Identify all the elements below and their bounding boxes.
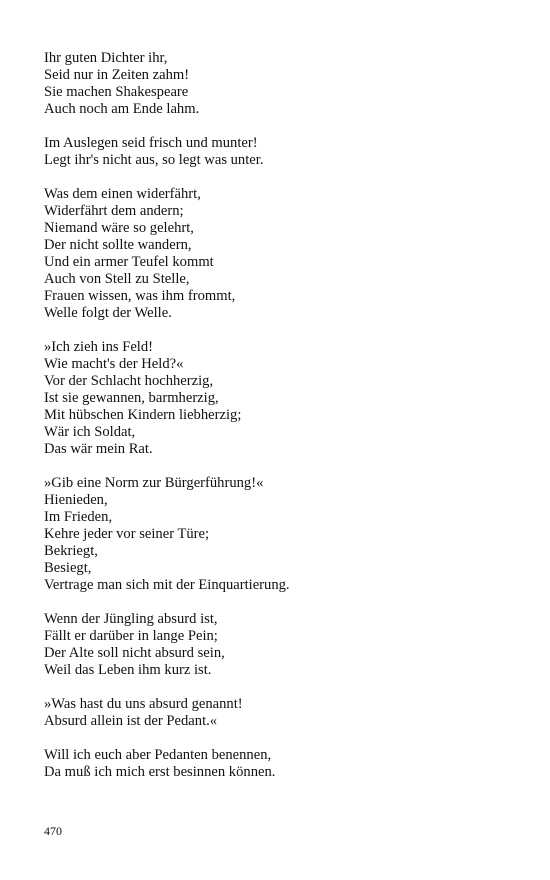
poem-line: »Gib eine Norm zur Bürgerführung!« — [44, 475, 264, 491]
stanza-1 — [44, 50, 524, 118]
poem-line: Was dem einen widerfährt, — [44, 186, 201, 202]
poem-line: Im Frieden, — [44, 509, 113, 525]
stanza-4 — [44, 339, 524, 458]
stanza-8 — [44, 747, 524, 781]
poem-line: Legt ihr's nicht aus, so legt was unter. — [44, 152, 264, 168]
page-number: 470 — [44, 824, 62, 838]
poem-line: Sie machen Shakespeare — [44, 84, 189, 100]
poem-line: Absurd allein ist der Pedant.« — [44, 713, 218, 729]
poem-line: »Ich zieh ins Feld! — [44, 339, 154, 355]
stanza-3 — [44, 186, 524, 322]
poem-line: Besiegt, — [44, 560, 92, 576]
poem-line: Niemand wäre so gelehrt, — [44, 220, 194, 236]
poem-line: Weil das Leben ihm kurz ist. — [44, 662, 212, 678]
poem-line: Wenn der Jüngling absurd ist, — [44, 611, 218, 627]
poem-line: Im Auslegen seid frisch und munter! — [44, 135, 258, 151]
stanza-7 — [44, 696, 524, 730]
poem-line: »Was hast du uns absurd genannt! — [44, 696, 243, 712]
poem-line: Mit hübschen Kindern liebherzig; — [44, 407, 242, 423]
poem-line: Kehre jeder vor seiner Türe; — [44, 526, 210, 542]
poem-line: Und ein armer Teufel kommt — [44, 254, 214, 270]
poem-line: Auch von Stell zu Stelle, — [44, 271, 190, 287]
poem-line: Ist sie gewannen, barmherzig, — [44, 390, 219, 406]
stanza-6 — [44, 611, 524, 679]
poem-line: Ihr guten Dichter ihr, — [44, 50, 168, 66]
poem-line: Der Alte soll nicht absurd sein, — [44, 645, 225, 661]
poem-line: Hienieden, — [44, 492, 108, 508]
poem-line: Wär ich Soldat, — [44, 424, 136, 440]
stanza-2 — [44, 135, 524, 169]
poem-line: Welle folgt der Welle. — [44, 305, 172, 321]
poem-line: Der nicht sollte wandern, — [44, 237, 192, 253]
poem-line: Seid nur in Zeiten zahm! — [44, 67, 190, 83]
poem-line: Bekriegt, — [44, 543, 98, 559]
poem-line: Will ich euch aber Pedanten benennen, — [44, 747, 272, 763]
poem-line: Vor der Schlacht hochherzig, — [44, 373, 214, 389]
poem-line: Vertrage man sich mit der Einquartierung. — [44, 577, 290, 593]
poem-line: Frauen wissen, was ihm frommt, — [44, 288, 236, 304]
poem-line: Widerfährt dem andern; — [44, 203, 184, 219]
poem-line: Das wär mein Rat. — [44, 441, 153, 457]
poem-line: Auch noch am Ende lahm. — [44, 101, 200, 117]
poem-text — [44, 50, 524, 798]
poem-line: Fällt er darüber in lange Pein; — [44, 628, 218, 644]
poem-line: Wie macht's der Held?« — [44, 356, 184, 372]
stanza-5 — [44, 475, 524, 594]
poem-line: Da muß ich mich erst besinnen können. — [44, 764, 276, 780]
